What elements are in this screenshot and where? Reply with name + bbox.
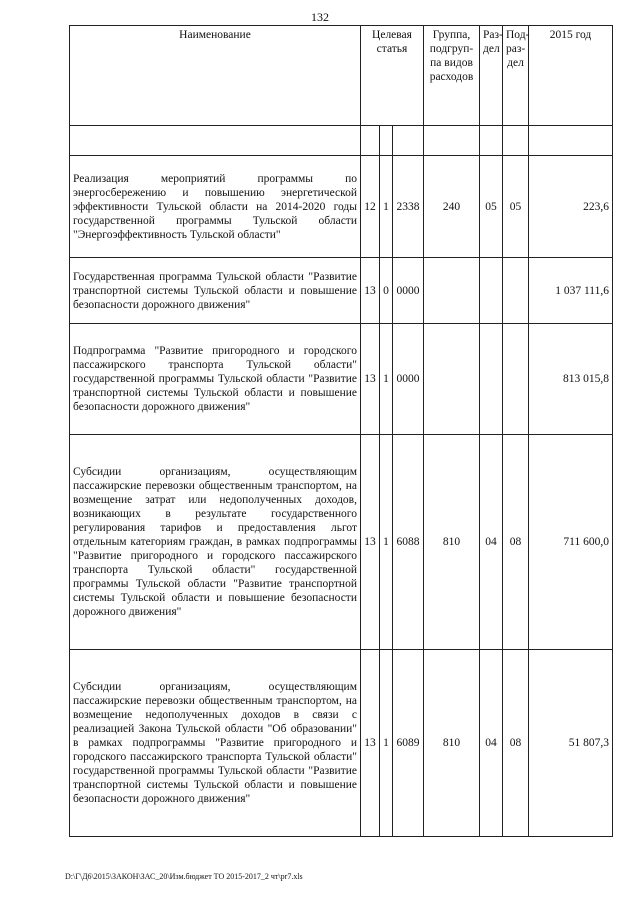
header-name: Наименование (70, 26, 361, 126)
row-code-direction: 0000 (393, 324, 424, 435)
row-section: 05 (480, 156, 503, 258)
spacer-row (70, 126, 613, 156)
header-group: Группа, подгруп-па видов расходов (424, 26, 480, 126)
row-name: Государственная программа Тульской области "Развитие транспортной системы Тульской области и повышение безопасности дорожного движения" (70, 258, 361, 324)
budget-table (69, 25, 613, 837)
row-code-program: 13 (361, 650, 380, 837)
row-section (480, 324, 503, 435)
row-group: 240 (424, 156, 480, 258)
table-row (70, 435, 613, 650)
header-section: Раз-дел (480, 26, 503, 126)
row-amount: 51 807,3 (529, 650, 613, 837)
row-group: 810 (424, 650, 480, 837)
row-subsection (503, 258, 529, 324)
page-number: 132 (311, 10, 329, 24)
header-subsection: Под-раз-дел (503, 26, 529, 126)
row-code-direction: 2338 (393, 156, 424, 258)
table-row (70, 258, 613, 324)
row-code-program: 13 (361, 324, 380, 435)
row-code-subprogram: 0 (380, 258, 393, 324)
row-amount: 223,6 (529, 156, 613, 258)
row-subsection: 05 (503, 156, 529, 258)
row-amount: 1 037 111,6 (529, 258, 613, 324)
header-year: 2015 год (529, 26, 613, 126)
table-row (70, 650, 613, 837)
row-code-direction: 6088 (393, 435, 424, 650)
table-row (70, 324, 613, 435)
row-group: 810 (424, 435, 480, 650)
row-code-direction: 0000 (393, 258, 424, 324)
row-group (424, 258, 480, 324)
row-name: Субсидии организациям, осуществляющим пассажирские перевозки общественным транспортом, на возмещение недополученных доходов в связи с реализацией Закона Тульской области "Об образовании" в рамках подпрограммы "Развитие пригородного и городского пассажирского транспорта Тульской области" государственной программы Тульской области "Развитие транспортной системы Тульской области и повышение безопасности дорожного движения" (70, 650, 361, 837)
row-code-subprogram: 1 (380, 650, 393, 837)
row-section (480, 258, 503, 324)
row-code-subprogram: 1 (380, 156, 393, 258)
row-section: 04 (480, 435, 503, 650)
row-name: Подпрограмма "Развитие пригородного и городского пассажирского транспорта Тульской области" государственной программы Тульской области "Развитие транспортной системы Тульской области и повышение безопасности дорожного движения" (70, 324, 361, 435)
row-code-direction: 6089 (393, 650, 424, 837)
row-amount: 711 600,0 (529, 435, 613, 650)
row-code-subprogram: 1 (380, 435, 393, 650)
row-code-program: 12 (361, 156, 380, 258)
row-subsection: 08 (503, 650, 529, 837)
file-path-footer: D:\Г\Д6\2015\ЗАКОН\ЗАС_20\Изм.бюджет ТО 2015-2017_2 чт\pr7.xls (65, 872, 303, 881)
row-group (424, 324, 480, 435)
row-subsection (503, 324, 529, 435)
header-target-article: Целевая статья (361, 26, 424, 126)
row-name: Субсидии организациям, осуществляющим пассажирские перевозки общественным транспортом, на возмещение затрат или недополученных доходов, возникающих в результате государственного регулирования тарифов и предоставления льгот отдельным категориям граждан, в рамках подпрограммы "Развитие пригородного и городского пассажирского транспорта Тульской области" государственной программы Тульской области "Развитие транспортной системы Тульской области и повышение безопасности дорожного движения" (70, 435, 361, 650)
table-header-row (70, 26, 613, 126)
row-section: 04 (480, 650, 503, 837)
row-subsection: 08 (503, 435, 529, 650)
table-row (70, 156, 613, 258)
row-code-program: 13 (361, 258, 380, 324)
row-code-program: 13 (361, 435, 380, 650)
row-code-subprogram: 1 (380, 324, 393, 435)
row-amount: 813 015,8 (529, 324, 613, 435)
row-name: Реализация мероприятий программы по энергосбережению и повышению энергетической эффективности Тульской области на 2014-2020 годы государственной программы Тульской области "Энергоэффективность Тульской области" (70, 156, 361, 258)
